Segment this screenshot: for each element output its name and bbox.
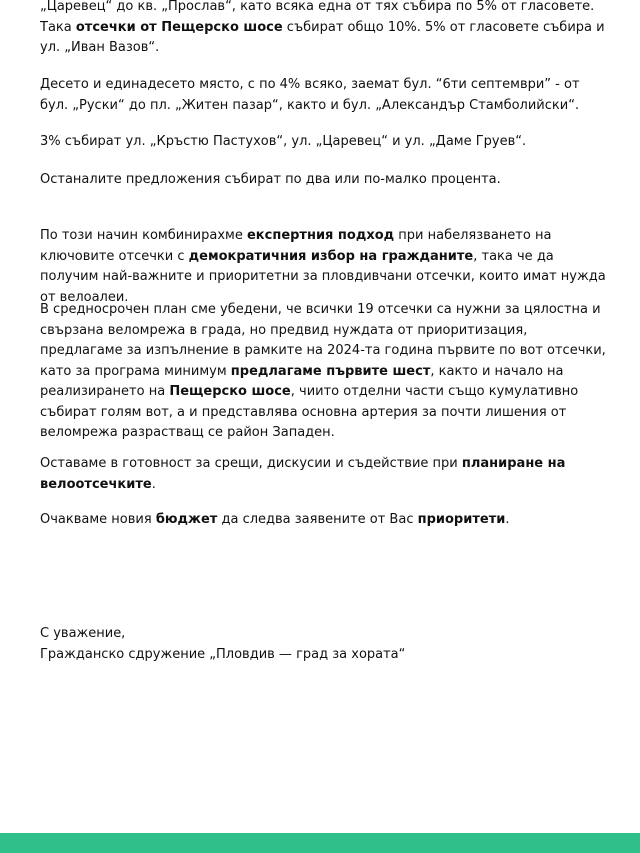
text-segment: Очакваме новия bbox=[40, 512, 156, 527]
paragraph-tenth-eleventh-place bbox=[40, 75, 610, 116]
text-segment: . bbox=[505, 512, 510, 527]
paragraph-remaining-proposals bbox=[40, 170, 610, 191]
bold-text-segment: планиране на велоотсечките bbox=[40, 456, 566, 492]
text-segment: Останалите предложения събират по два или по-малко процента. bbox=[40, 172, 501, 187]
text-segment: Десето и единадесето място, с по 4% всяко, заемат бул. “6ти септември” - от бул. „Руски“ до пл. „Житен пазар“, както и бул. „Александър Стамболийски“. bbox=[40, 77, 580, 113]
paragraph-mid-term-plan bbox=[40, 300, 610, 444]
text-segment: Оставаме в готовност за срещи, дискусии и съдействие при bbox=[40, 456, 462, 471]
bold-text-segment: бюджет bbox=[155, 512, 218, 527]
paragraph-readiness bbox=[40, 454, 610, 495]
paragraph-vote-results bbox=[40, 0, 610, 59]
bold-text-segment: приоритети bbox=[417, 512, 506, 527]
text-segment: събират общо 10%. 5% от гласовете събира и ул. „Иван Вазов“. bbox=[40, 19, 605, 55]
text-segment: , така че да получим най-важните и приоритетни за пловдивчани отсечки, които имат нужда от велоалеи. bbox=[40, 248, 606, 305]
text-segment: По този начин комбинирахме bbox=[40, 228, 247, 243]
text-segment: , както и начало на реализирането на bbox=[40, 363, 564, 399]
bold-text-segment: демократичния избор на гражданите bbox=[188, 248, 474, 264]
text-segment: да следва заявените от Вас bbox=[217, 512, 418, 527]
text-segment: , чиито отделни части също кумулативно събират голям вот, а и представлява основна артерия за почти лишения от веломрежа разрастващ се район Западен. bbox=[40, 384, 579, 440]
paragraph-combined-approach bbox=[40, 226, 610, 308]
text-segment: при набелязването на ключовите отсечки с bbox=[40, 228, 552, 264]
text-segment: 3% събират ул. „Кръстю Пастухов“, ул. „Царевец“ и ул. „Даме Груев“. bbox=[40, 134, 527, 149]
signature-greeting: С уважение, bbox=[40, 626, 126, 641]
signature-organization: Гражданско сдружение „Пловдив — град за хората“ bbox=[40, 646, 406, 662]
bold-text-segment: предлагаме първите шест bbox=[230, 363, 431, 379]
bold-text-segment: отсечки от Пещерско шосе bbox=[75, 19, 283, 35]
paragraph-three-percent bbox=[40, 132, 610, 153]
signature-block bbox=[40, 624, 610, 665]
footer-color-bar bbox=[0, 833, 640, 853]
text-segment: . bbox=[151, 476, 156, 492]
bold-text-segment: Пещерско шосе bbox=[169, 384, 291, 399]
text-segment: „Царевец“ до кв. „Прослав“, като всяка една от тях събира по 5% от гласовете. Така bbox=[40, 0, 595, 35]
text-segment: В средносрочен план сме убедени, че всички 19 отсечки са нужни за цялостна и свързана веломрежа в града, но предвид нуждата от приоритизация, предлагаме за изпълнение в рамките на 2024-та година първите по вот отсечки, като за програма минимум bbox=[40, 302, 606, 379]
bold-text-segment: експертния подход bbox=[246, 228, 395, 243]
paragraph-budget-expectation bbox=[40, 510, 610, 531]
